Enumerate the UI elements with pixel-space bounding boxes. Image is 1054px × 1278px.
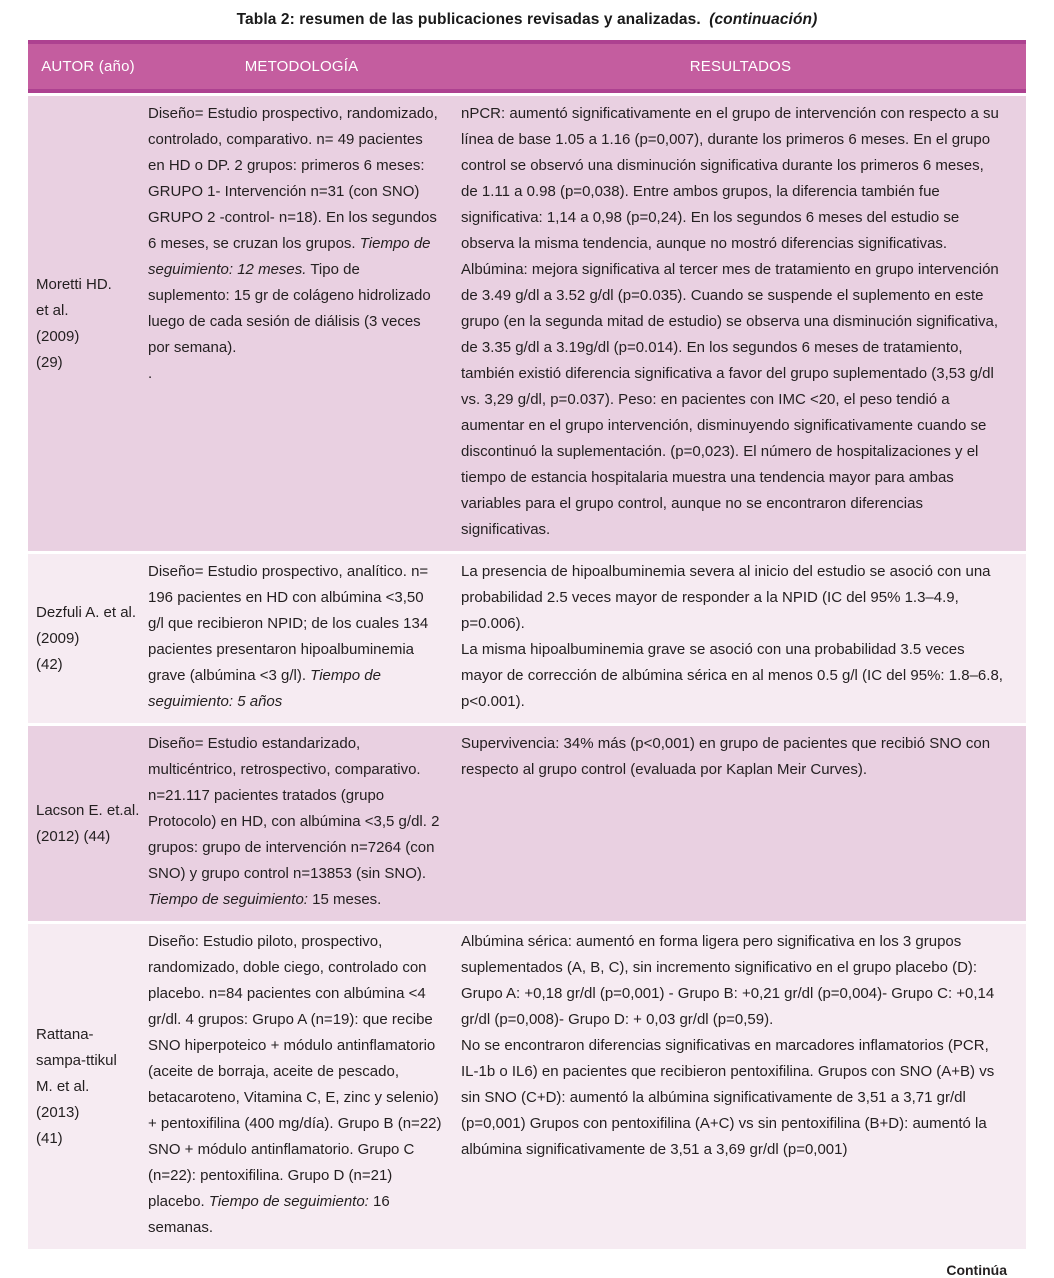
table-row (28, 554, 1026, 723)
methodology-cell (148, 554, 455, 723)
author-line: (2012) (44) (36, 827, 111, 845)
table-title (0, 0, 1054, 29)
table-row (28, 96, 1026, 551)
results-text-run: La presencia de hipoalbuminemia severa al inicio del estudio se asoció con una probabilidad 2.5 veces mayor de responder a la NPID (IC del 95% 1.3–4.9, p=0.006). (461, 563, 991, 632)
results-cell (455, 726, 1026, 921)
methodology-paragraph (148, 361, 443, 387)
table-row (28, 726, 1026, 921)
methodology-paragraph (148, 929, 443, 1241)
author-cell (28, 554, 148, 723)
results-text-run: La misma hipoalbuminemia grave se asoció con una probabilidad 3.5 veces mayor de corrección de albúmina sérica en al menos 0.5 g/l (IC del 95%: 1.8–6.8, p<0.001). (461, 641, 1003, 710)
results-text-run: No se encontraron diferencias significativas en marcadores inflamatorios (PCR, IL-1b o IL6) en pacientes que recibieron pentoxifilina. Grupos con SNO (A+B) vs sin SNO (C+D): aumentó la albúmina significativamente de 3,51 a 3,71 gr/dl (p=0,001) Grupos con pentoxifilina (A+C) vs sin pentoxifilina (B+D): aumentó la albúmina significativamente de 3,51 a 3,69 gr/dl (p=0,001) (461, 1037, 995, 1158)
author-line: (29) (36, 353, 63, 371)
table-title-continuation: (continuación) (709, 11, 818, 28)
results-paragraph (461, 637, 1004, 715)
methodology-italic-run: Tiempo de seguimiento: (148, 891, 308, 908)
methodology-italic-run: Tiempo de seguimiento: 5 años (148, 667, 381, 710)
methodology-text-run: Tipo de suplemento: 15 gr de colágeno hidrolizado luego de cada sesión de diálisis (3 veces por semana). (148, 261, 431, 356)
methodology-cell (148, 726, 455, 921)
author-line: Moretti HD. (36, 275, 112, 293)
results-text-run: Albúmina sérica: aumentó en forma ligera pero significativa en los 3 grupos suplementados (A, B, C), sin incremento significativo en el grupo placebo (D): Grupo A: +0,18 gr/dl (p=0,001) - Grupo B: +0,21 gr/dl (p=0,004)- Grupo C: +0,14 gr/dl (p=0,008)- Grupo D: + 0,03 gr/dl (p=0,59). (461, 933, 995, 1028)
column-header-results: RESULTADOS (689, 58, 792, 75)
table-row (28, 924, 1026, 1249)
results-cell (455, 96, 1026, 551)
table-title-main: Tabla 2: resumen de las publicaciones revisadas y analizadas. (236, 11, 701, 28)
column-header-methodology: METODOLOGÍA (244, 58, 359, 75)
author-line: (2009) (36, 327, 80, 345)
results-text-run: nPCR: aumentó significativamente en el grupo de intervención con respecto a su línea de base 1.05 a 1.16 (p=0,007), durante los primeros 6 meses. En el grupo control se observó una disminución significativa durante los primeros 6 meses, de 1.11 a 0.98 (p=0,038). Entre ambos grupos, la diferencia también fue significativa: 1,14 a 0,98 (p=0,24). En los segundos 6 meses del estudio se observa la misma tendencia, aunque no mostró diferencias significativas. Albúmina: mejora significativa al tercer mes de tratamiento en grupo intervención de 3.49 g/dl a 3.52 g/dl (p=0.035). Cuando se suspende el suplemento en este grupo (en la segunda mitad de estudio) se observa una disminución significativa, de 3.35 g/dl a 3.19g/dl (p=0.014). En los segundos 6 meses de tratamiento, también existió diferencia significativa a favor del grupo suplementado (3,53 g/dl vs. 3,29 g/dl, p=0.037). Peso: en pacientes con IMC <20, el peso tendió a aumentar en el grupo intervención, disminuyendo significativamente cuando se discontinuó la suplementación. (p=0,023). El número de hospitalizaciones y el tiempo de estancia hospitalaria muestra una tendencia mayor para ambas variables para el grupo control, aunque no se encontraron diferencias significativas. (461, 105, 999, 538)
author-cell (28, 96, 148, 551)
methodology-cell (148, 96, 455, 551)
results-paragraph (461, 101, 1004, 543)
methodology-text-run: Diseño: Estudio piloto, prospectivo, randomizado, doble ciego, controlado con placebo. n=84 pacientes con albúmina <4 gr/dl. 4 grupos: Grupo A (n=19): que recibe SNO hiperpoteico + módulo antinflamatorio (aceite de borraja, aceite de pescado, betacaroteno, Vitamina C, E, zinc y selenio) + pentoxifilina (400 mg/día). Grupo B (n=22) SNO + módulo antinflamatorio. Grupo C (n=22): pentoxifilina. Grupo D (n=21) placebo. (148, 933, 442, 1210)
results-paragraph (461, 929, 1004, 1033)
author-line: (2009) (36, 629, 80, 647)
author-line: Lacson E. et.al. (36, 801, 140, 819)
methodology-cell (148, 924, 455, 1249)
author-cell (28, 924, 148, 1249)
author-line: M. et al. (36, 1077, 90, 1095)
methodology-text-run: . (148, 365, 153, 382)
methodology-paragraph (148, 559, 443, 715)
table-header-row (28, 40, 1026, 93)
methodology-text-run: Diseño= Estudio prospectivo, randomizado, controlado, comparativo. n= 49 pacientes en HD o DP. 2 grupos: primeros 6 meses: GRUPO 1- Intervención n=31 (con SNO) GRUPO 2 -control- n=18). En los segundos 6 meses, se cruzan los grupos. (148, 105, 438, 252)
results-paragraph (461, 559, 1004, 637)
author-line: sampa-ttikul (36, 1051, 117, 1069)
author-cell (28, 726, 148, 921)
author-line: (2013) (36, 1103, 80, 1121)
publications-table (28, 40, 1026, 1249)
author-line: et al. (36, 301, 69, 319)
author-line: Dezfuli A. et al. (36, 603, 137, 621)
methodology-text-run: 15 meses. (307, 891, 382, 908)
methodology-italic-run: Tiempo de seguimiento: (208, 1193, 369, 1210)
methodology-text-run: Diseño= Estudio estandarizado, multicéntrico, retrospectivo, comparativo. n=21.117 pacientes tratados (grupo Protocolo) en HD, con albúmina <3,5 g/dl. 2 grupos: grupo de intervención n=7264 (con SNO) y grupo control n=13853 (sin SNO). (148, 735, 440, 882)
author-line: (42) (36, 655, 63, 673)
results-text-run: Supervivencia: 34% más (p<0,001) en grupo de pacientes que recibió SNO con respecto al grupo control (evaluada por Kaplan Meir Curves). (461, 735, 991, 778)
column-header-author: AUTOR (año) (41, 58, 135, 75)
results-cell (455, 924, 1026, 1249)
author-line: Rattana- (36, 1025, 94, 1043)
methodology-italic-run: Tiempo de seguimiento: 12 meses. (148, 235, 431, 278)
results-paragraph (461, 1033, 1004, 1163)
results-cell (455, 554, 1026, 723)
results-paragraph (461, 731, 1004, 783)
methodology-text-run: 16 semanas. (148, 1193, 390, 1236)
methodology-text-run: Diseño= Estudio prospectivo, analítico. n= 196 pacientes en HD con albúmina <3,50 g/l que recibieron NPID; de los cuales 134 pacientes presentaron hipoalbuminemia grave (albúmina <3 g/l). (148, 563, 429, 684)
author-line: (41) (36, 1129, 63, 1147)
methodology-paragraph (148, 731, 443, 913)
continua-label: Continúa (946, 1262, 1007, 1278)
methodology-paragraph (148, 101, 443, 361)
table-body (28, 96, 1026, 1249)
